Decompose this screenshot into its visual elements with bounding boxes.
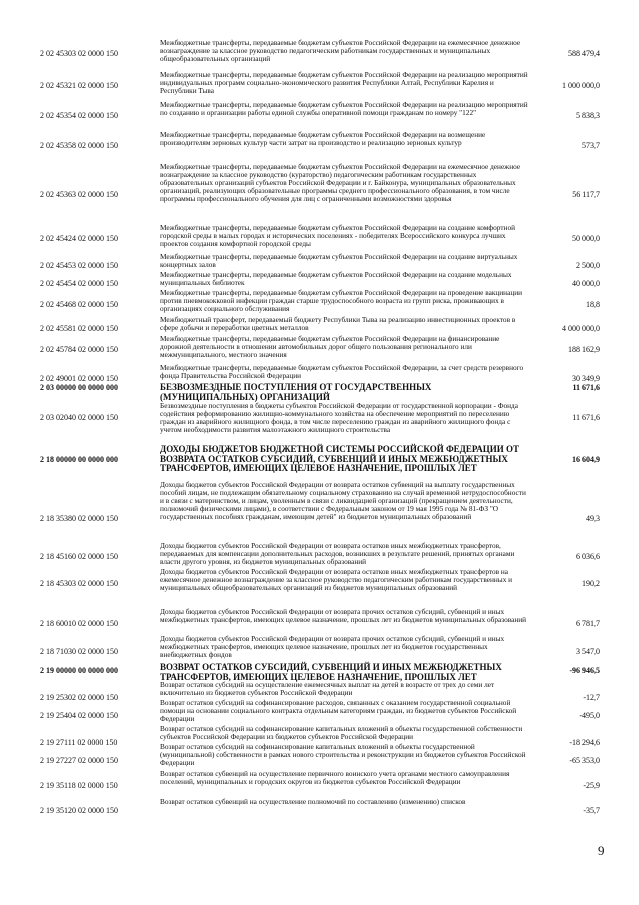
row-description: Возврат остатков субсидий на осуществление ежемесячных выплат на детей в возрасте от трех до семи лет включительно из бюджетов субъектов Российской Федерации: [160, 680, 495, 698]
row-description: Возврат остатков субсидий на софинансирование капитальных вложений в объекты государственной (муниципальной) собственности в рамках нового строительства и реконструкции из бюджетов субъектов Российской Федерации: [160, 742, 526, 768]
row-description: Межбюджетные трансферты, передаваемые бюджетам субъектов Российской Федерации на создание виртуальных концертных залов: [160, 252, 518, 270]
row-amount: 11 671,6: [572, 413, 600, 422]
row-amount: -495,0: [579, 711, 600, 720]
page-number: 9: [598, 843, 605, 858]
row-description: ДОХОДЫ БЮДЖЕТОВ БЮДЖЕТНОЙ СИСТЕМЫ РОССИЙСКОЙ ФЕДЕРАЦИИ ОТ ВОЗВРАТА ОСТАТКОВ СУБСИДИЙ, СУБВЕНЦИЙ И ИНЫХ МЕЖБЮДЖЕТНЫХ ТРАНСФЕРТОВ, ИМЕЮЩИХ ЦЕЛЕВОЕ НАЗНАЧЕНИЕ, ПРОШЛЫХ ЛЕТ: [160, 444, 519, 473]
row-amount: 16 604,9: [572, 455, 600, 464]
row-code: 2 02 45358 02 0000 150: [40, 141, 118, 150]
row-amount: 573,7: [582, 141, 600, 150]
table-row: [0, 316, 639, 334]
row-description: Доходы бюджетов субъектов Российской Федерации от возврата остатков субвенций на выплату государственных пособий лицам, не подлежащим обязательному социальному страхованию на случай временной нетрудоспособности и в связи с материнством, и лицам, уволенным в связи с ликвидацией организаций (прекращением деятельности, полномочий физическими лицами), в соответствии с Федеральным законом от 19 мая 1995 года № 81-ФЗ "О государственных пособиях гражданам, имеющим детей" из бюджетов муниципальных образований: [160, 480, 526, 522]
row-description: Возврат остатков субвенций на осуществление первичного воинского учета органами местного самоуправления поселений, муниципальных и городских округов из бюджетов субъектов Российской Федерации: [160, 769, 510, 787]
row-code: 2 19 25302 02 0000 150: [40, 693, 118, 702]
row-description: Межбюджетные трансферты, передаваемые бюджетам субъектов Российской Федерации на финансирование дорожной деятельности в отношении автомобильных дорог общего пользования регионального или межмуниципального, местного значения: [160, 334, 500, 360]
row-code: 2 19 00000 00 0000 000: [40, 666, 118, 675]
row-description: Межбюджетные трансферты, передаваемые бюджетам субъектов Российской Федерации на создание комфортной городской среды в малых городах и исторических поселениях - победителях Всероссийского конкурса лучших проектов создания комфортной городской среды: [160, 223, 515, 249]
row-code: 2 02 45354 02 0000 150: [40, 111, 118, 120]
row-code: 2 02 45424 02 0000 150: [40, 234, 118, 243]
row-amount: -18 294,6: [569, 738, 600, 747]
row-code: 2 19 27227 02 0000 150: [40, 756, 118, 765]
table-row: [0, 680, 639, 702]
row-code: 2 02 45363 02 0000 150: [40, 190, 118, 199]
table-row: [0, 39, 639, 70]
row-amount: 30 349,9: [572, 374, 600, 383]
row-amount: 4 000 000,0: [562, 324, 600, 333]
row-code: 2 19 25404 02 0000 150: [40, 711, 118, 720]
table-row: [0, 663, 639, 680]
table-row: [0, 289, 639, 315]
row-amount: -35,7: [583, 806, 600, 815]
row-description: Межбюджетные трансферты, передаваемые бюджетам субъектов Российской Федерации на ежемесячное денежное вознаграждение за классное руководство педагогическим работникам государственных и муниципальных общеобразовательных организаций: [160, 38, 521, 64]
table-row: [0, 383, 639, 401]
row-code: 2 18 45160 02 0000 150: [40, 552, 118, 561]
row-amount: -96 946,5: [569, 666, 600, 675]
row-code: 2 02 45453 02 0000 150: [40, 261, 118, 270]
table-row: [0, 445, 639, 480]
row-code: 2 02 49001 02 0000 150: [40, 374, 118, 383]
row-code: 2 03 02040 02 0000 150: [40, 413, 118, 422]
row-description: Доходы бюджетов субъектов Российской Федерации от возврата остатков иных межбюджетных трансфертов на ежемесячное денежное вознаграждение за классное руководство педагогическим работникам государственных и муниципальных общеобразовательных организаций из бюджетов муниципальных образований: [160, 567, 513, 593]
row-amount: -25,9: [583, 781, 600, 790]
row-description: Межбюджетные трансферты, передаваемые бюджетам субъектов Российской Федерации на возмещение производителям зерновых культур части затрат на производство и реализацию зерновых культур: [160, 130, 486, 148]
row-code: 2 18 00000 00 0000 000: [40, 455, 118, 464]
row-amount: 56 117,7: [572, 190, 600, 199]
row-description: БЕЗВОЗМЕЗДНЫЕ ПОСТУПЛЕНИЯ ОТ ГОСУДАРСТВЕННЫХ (МУНИЦИПАЛЬНЫХ) ОРГАНИЗАЦИЙ: [160, 382, 432, 402]
row-amount: 6 036,6: [576, 552, 600, 561]
table-row: [0, 724, 639, 747]
row-description: Межбюджетные трансферты, передаваемые бюджетам субъектов Российской Федерации на ежемесячное денежное вознаграждение за классное руководство (кураторство) педагогическим работникам государственных образовательных организаций субъектов Российской Федерации и г. Байконура, муниципальных образовательных организаций, реализующих образовательные программы среднего профессионального образования, в том числе программы профессионального обучения для лиц с ограниченными возможностями здоровья: [160, 162, 521, 204]
row-description: Межбюджетные трансферты, передаваемые бюджетам субъектов Российской Федерации на реализацию мероприятий по созданию и организации работы единой службы оперативной помощи гражданам по номеру "122": [160, 100, 528, 118]
row-amount: 190,2: [582, 579, 600, 588]
row-code: 2 18 60010 02 0000 150: [40, 619, 118, 628]
row-amount: -12,7: [583, 693, 600, 702]
table-row: [0, 224, 639, 252]
row-code: 2 19 35118 02 0000 150: [40, 781, 118, 790]
table-row: [0, 364, 639, 383]
row-description: Возврат остатков субвенций на осуществление полномочий по составлению (изменению) списков: [160, 797, 466, 806]
row-description: Межбюджетные трансферты, передаваемые бюджетам субъектов Российской Федерации на создание модельных муниципальных библиотек: [160, 270, 512, 288]
row-amount: 2 500,0: [576, 261, 600, 270]
row-description: Межбюджетный трансферт, передаваемый бюджету Республики Тыва на реализацию инвестиционных проектов в сфере добычи и переработки цветных металлов: [160, 315, 516, 333]
row-code: 2 02 45468 02 0000 150: [40, 300, 118, 309]
row-amount: 50 000,0: [572, 234, 600, 243]
table-row: [0, 743, 639, 769]
table-row: [0, 635, 639, 662]
row-amount: 40 000,0: [572, 279, 600, 288]
table-row: [0, 402, 639, 444]
row-description: Доходы бюджетов субъектов Российской Федерации от возврата остатков иных межбюджетных трансфертов, передаваемых для компенсации дополнительных расходов, возникших в результате решений, принятых органами власти другого уровня, из бюджетов муниципальных образований: [160, 541, 515, 567]
table-row: [0, 797, 639, 815]
table-row: [0, 568, 639, 607]
row-code: 2 18 45303 02 0000 150: [40, 579, 118, 588]
row-amount: 1 000 000,0: [562, 81, 600, 90]
row-code: 2 02 45581 02 0000 150: [40, 324, 118, 333]
table-row: [0, 699, 639, 724]
row-description: Межбюджетные трансферты, передаваемые бюджетам субъектов Российской Федерации, за счет средств резервного фонда Правительства Российской Федерации: [160, 363, 524, 381]
row-description: Безвозмездные поступления в бюджеты субъектов Российской Федерации от государственной корпорации - Фонда содействия реформированию жилищно-коммунального хозяйства на обеспечение мероприятий по переселению граждан из аварийного жилищного фонда, в том числе переселению граждан из аварийного жилищного фонда с учетом необходимости развития малоэтажного жилищного строительства: [160, 401, 519, 435]
row-description: ВОЗВРАТ ОСТАТКОВ СУБСИДИЙ, СУБВЕНЦИЙ И ИНЫХ МЕЖБЮДЖЕТНЫХ ТРАНСФЕРТОВ, ИМЕЮЩИХ ЦЕЛЕВОЕ НАЗНАЧЕНИЕ, ПРОШЛЫХ ЛЕТ: [160, 662, 502, 682]
row-code: 2 03 00000 00 0000 000: [40, 383, 118, 392]
table-row: [0, 253, 639, 270]
table-row: [0, 131, 639, 162]
row-code: 2 18 71030 02 0000 150: [40, 647, 118, 656]
row-amount: 588 479,4: [568, 49, 600, 58]
row-code: 2 02 45303 02 0000 150: [40, 49, 118, 58]
table-row: [0, 335, 639, 363]
row-amount: -65 353,0: [569, 756, 600, 765]
row-amount: 188 162,9: [568, 345, 600, 354]
row-code: 2 02 45321 02 0000 150: [40, 81, 118, 90]
table-row: [0, 271, 639, 288]
row-code: 2 02 45454 02 0000 150: [40, 279, 118, 288]
row-description: Возврат остатков субсидий на софинансирование расходов, связанных с оказанием государственной социальной помощи на основании социального контракта отдельным категориям граждан, из бюджетов субъектов Российской Федерации: [160, 698, 517, 724]
row-amount: 49,3: [586, 514, 600, 523]
row-description: Доходы бюджетов субъектов Российской Федерации от возврата прочих остатков субсидий, субвенций и иных межбюджетных трансфертов, имеющих целевое назначение, прошлых лет из бюджетов государственных внебюджетных фондов: [160, 634, 505, 660]
row-description: Возврат остатков субсидий на софинансирование капитальных вложений в объекты государственной собственности субъектов Российской Федерации из бюджетов субъектов Российской Федерации: [160, 724, 523, 742]
row-code: 2 19 35120 02 0000 150: [40, 806, 118, 815]
row-description: Межбюджетные трансферты, передаваемые бюджетам субъектов Российской Федерации на проведение вакцинации против пневмококковой инфекции граждан старше трудоспособного возраста из групп риска, проживающих в организациях социального обслуживания: [160, 288, 523, 314]
row-code: 2 02 45784 02 0000 150: [40, 345, 118, 354]
table-row: [0, 101, 639, 130]
table-row: [0, 481, 639, 541]
row-code: 2 19 27111 02 0000 150: [40, 738, 118, 747]
row-amount: 5 838,3: [576, 111, 600, 120]
row-amount: 3 547,0: [576, 647, 600, 656]
row-description: Межбюджетные трансферты, передаваемые бюджетам субъектов Российской Федерации на реализацию мероприятий индивидуальных программ социально-экономического развития Республики Алтай, Республики Карелия и Республики Тыва: [160, 70, 528, 96]
row-amount: 18,8: [586, 300, 600, 309]
table-row: [0, 770, 639, 797]
row-amount: 6 781,7: [576, 619, 600, 628]
row-description: Доходы бюджетов субъектов Российской Федерации от возврата прочих остатков субсидий, субвенций и иных межбюджетных трансфертов, имеющих целевое назначение, прошлых лет из бюджетов муниципальных образований: [160, 607, 527, 625]
row-amount: 11 671,6: [572, 383, 600, 392]
table-row: [0, 608, 639, 634]
table-row: [0, 71, 639, 100]
table-row: [0, 542, 639, 567]
table-row: [0, 163, 639, 223]
row-code: 2 18 35380 02 0000 150: [40, 514, 118, 523]
